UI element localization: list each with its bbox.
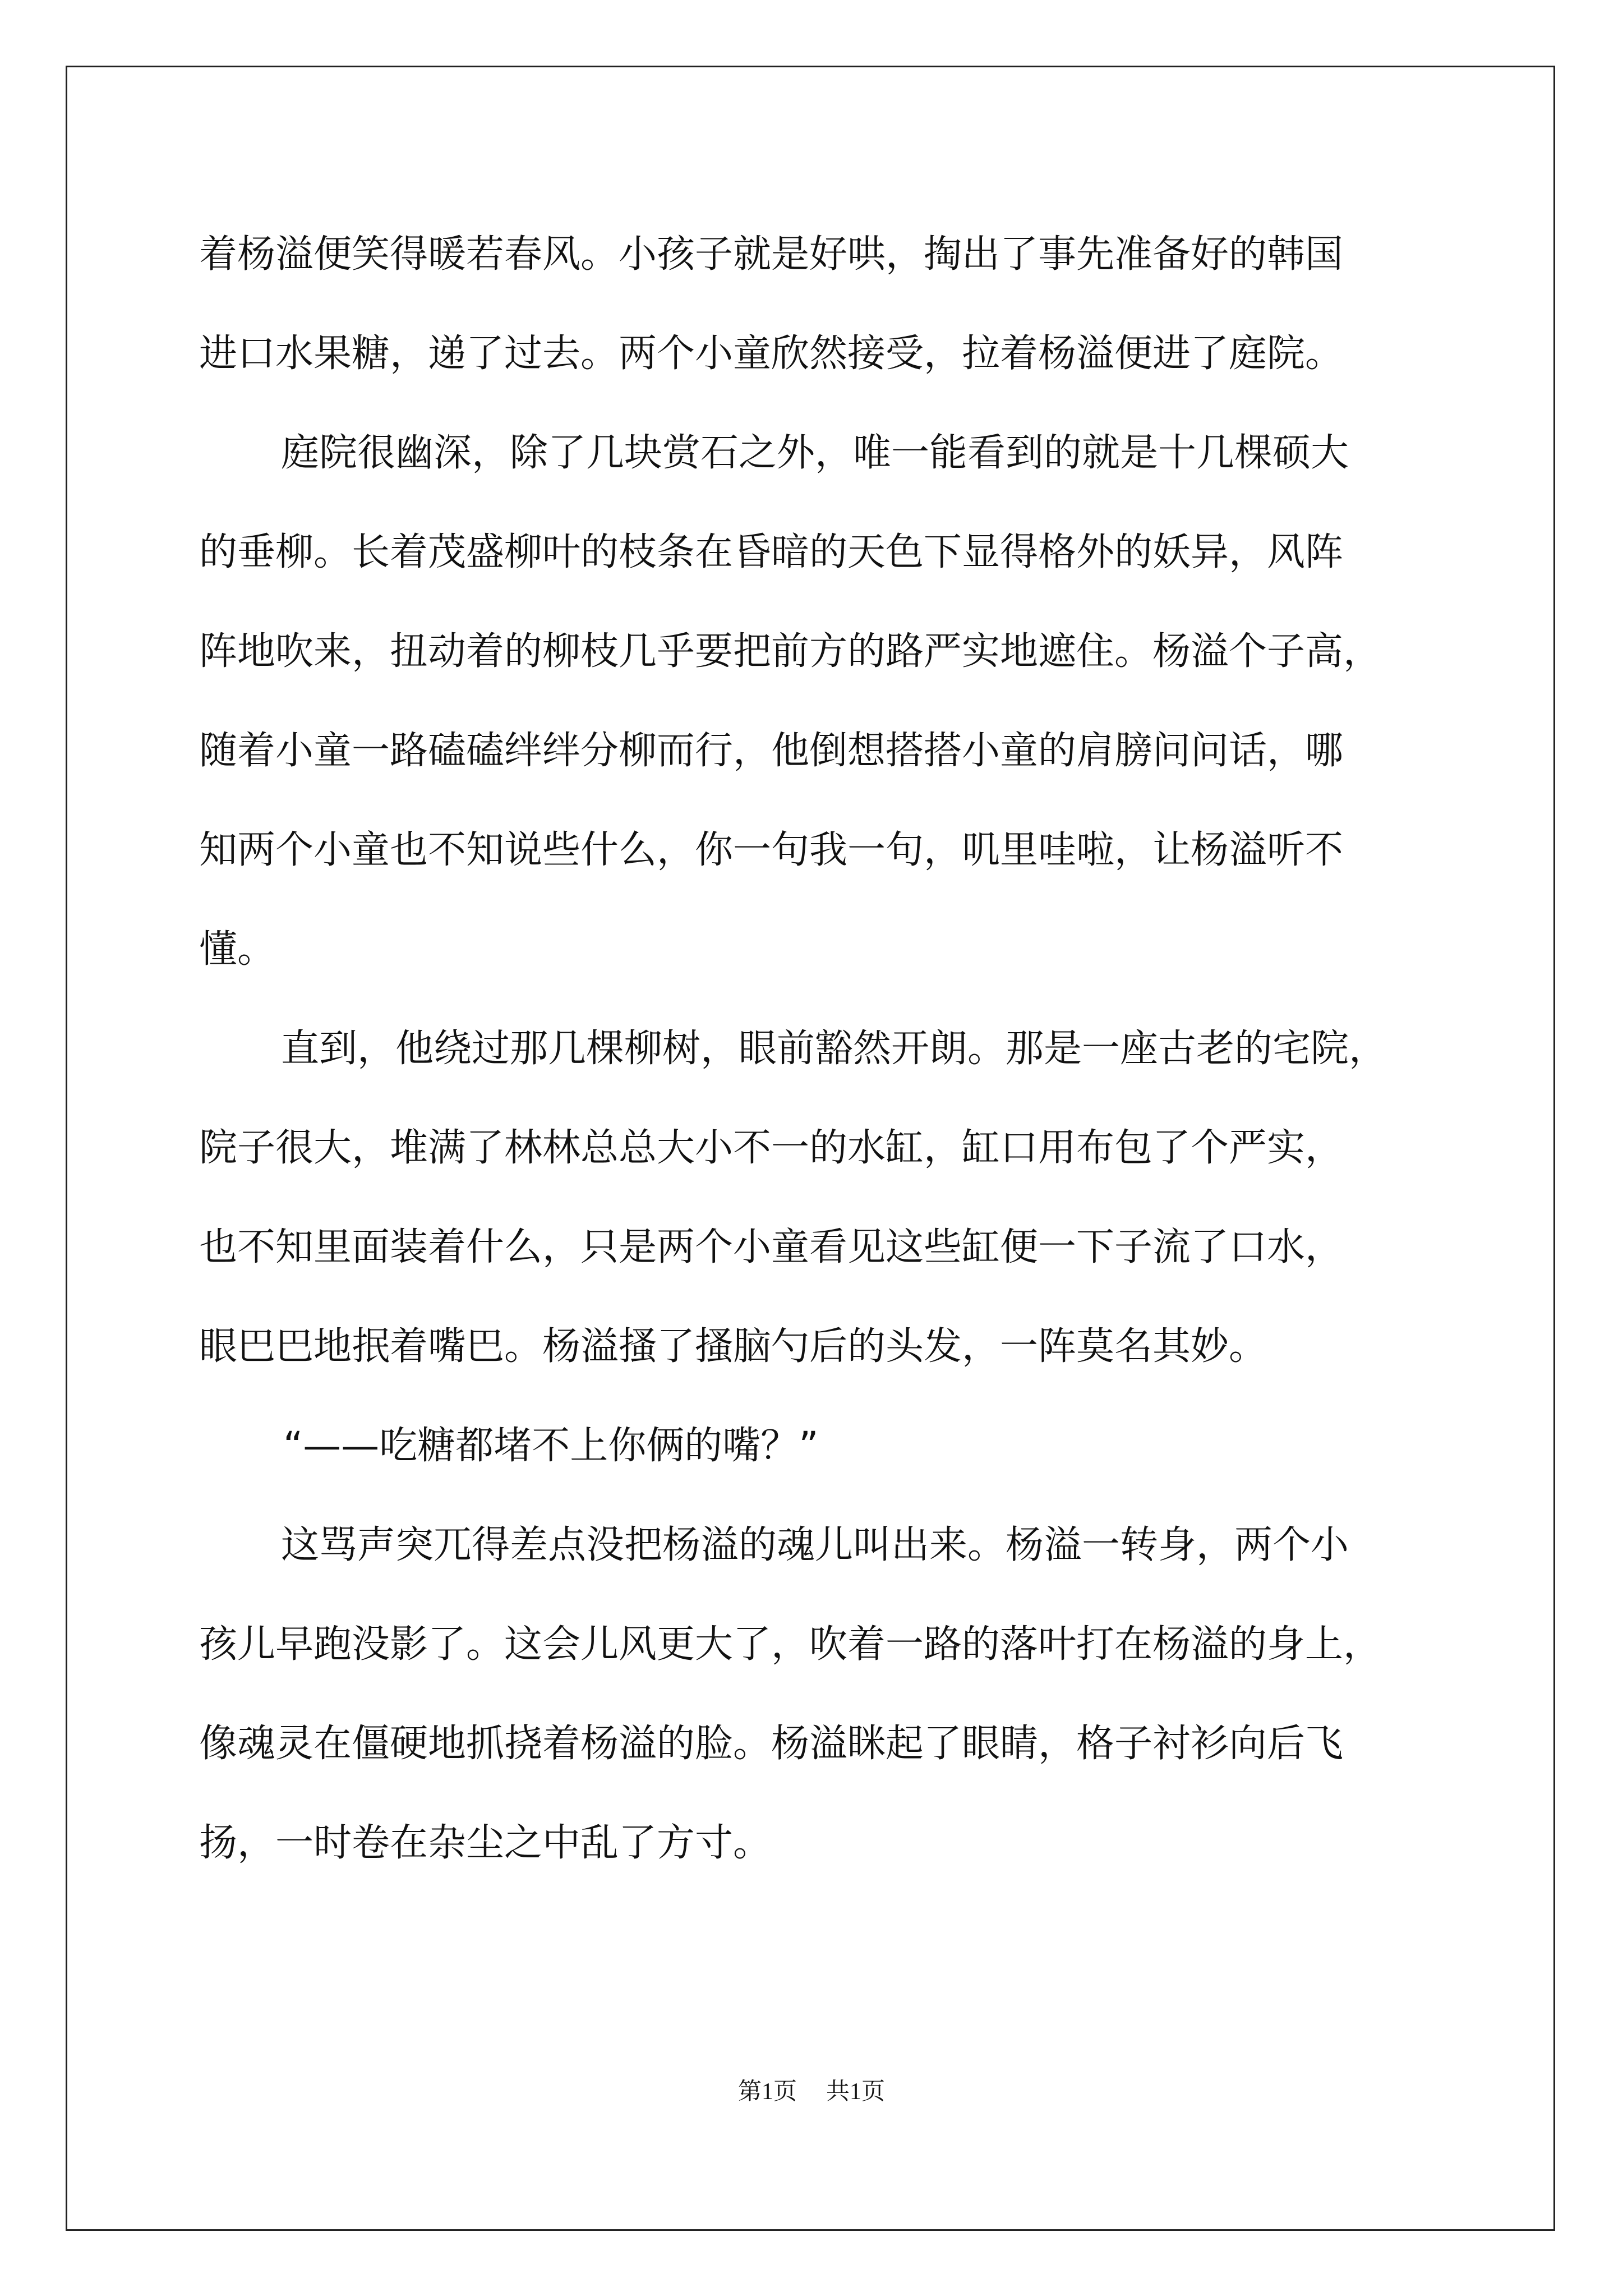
text-line: 像魂灵在僵硬地抓挠着杨溢的脸。杨溢眯起了眼睛，格子衬衫向后飞 [199,1722,1344,1766]
page-footer [0,2073,1623,2106]
paragraph-start-line: 直到，他绕过那几棵柳树，眼前豁然开朗。那是一座古老的宅院， [281,1027,1387,1071]
text-line: 着杨溢便笑得暖若春风。小孩子就是好哄，掏出了事先准备好的韩国 [199,232,1344,277]
text-line: 扬，一时卷在杂尘之中乱了方寸。 [199,1821,772,1865]
text-line: 阵地吹来，扭动着的柳枝几乎要把前方的路严实地遮住。杨溢个子高， [199,629,1382,674]
text-line: 懂。 [199,927,276,972]
paragraph-start-line: 庭院很幽深，除了几块赏石之外，唯一能看到的就是十几棵硕大 [281,431,1349,475]
text-line: 院子很大，堆满了林林总总大小不一的水缸，缸口用布包了个严实， [199,1126,1344,1170]
page-number-current: 第1页 [737,2079,797,2105]
paragraph-start-line: 这骂声突兀得差点没把杨溢的魂儿叫出来。杨溢一转身，两个小 [281,1523,1349,1567]
text-line: 也不知里面装着什么，只是两个小童看见这些缸便一下子流了口水， [199,1225,1344,1269]
page-number-total: 共1页 [826,2079,886,2105]
document-body [199,205,1450,1893]
text-line: 随着小童一路磕磕绊绊分柳而行，他倒想搭搭小童的肩膀问问话，哪 [199,729,1344,773]
text-line: 的垂柳。长着茂盛柳叶的枝条在昏暗的天色下显得格外的妖异，风阵 [199,530,1344,574]
text-line: 进口水果糖，递了过去。两个小童欣然接受，拉着杨溢便进了庭院。 [199,332,1344,376]
text-line: 孩儿早跑没影了。这会儿风更大了，吹着一路的落叶打在杨溢的身上， [199,1622,1382,1667]
dialogue-line: “——吃糖都堵不上你俩的嘴？” [283,1424,819,1468]
text-line: 知两个小童也不知说些什么，你一句我一句，叽里哇啦，让杨溢听不 [199,828,1344,872]
text-line: 眼巴巴地抿着嘴巴。杨溢搔了搔脑勺后的头发，一阵莫名其妙。 [199,1324,1267,1369]
